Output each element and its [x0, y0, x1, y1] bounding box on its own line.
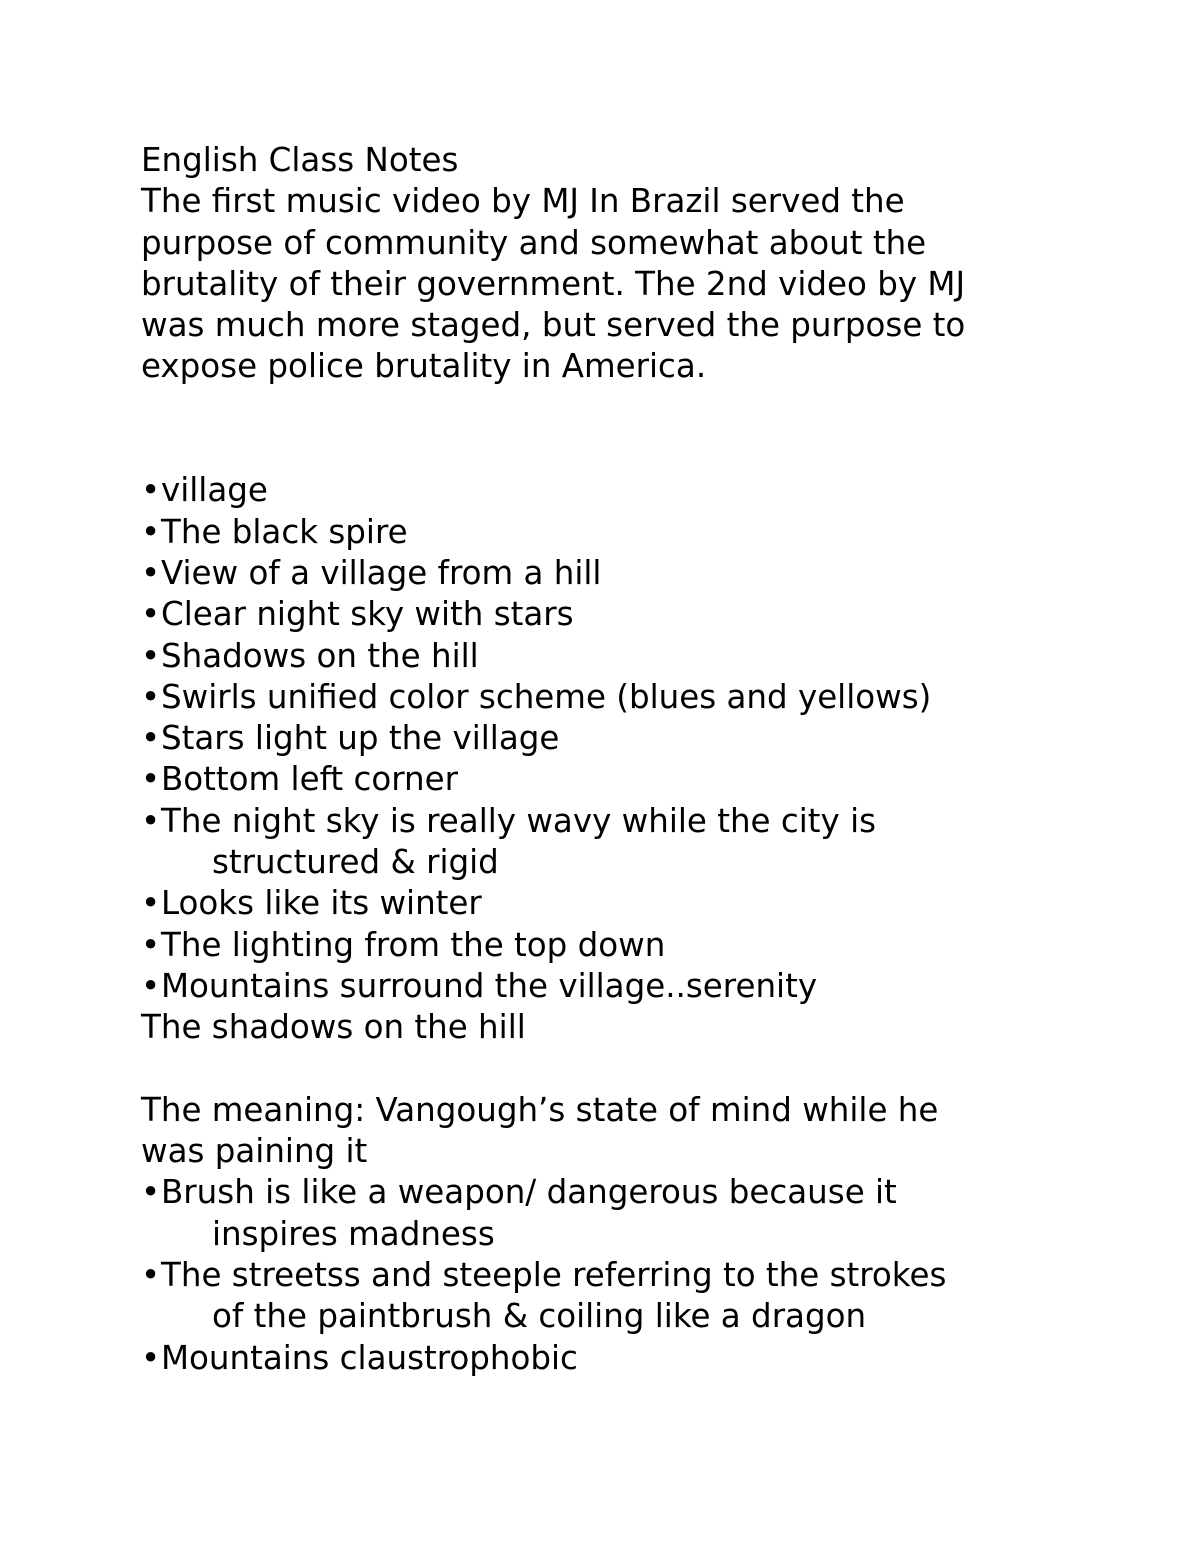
list-item: • Stars light up the village: [141, 718, 1081, 759]
intro-line: brutality of their government. The 2nd video by MJ: [141, 264, 966, 303]
list-item: • The streetss and steeple referring to the strokes: [141, 1255, 1081, 1296]
meaning-line: The meaning: Vangough’s state of mind while he: [141, 1090, 939, 1129]
list-item: • The black spire: [141, 512, 1081, 553]
list-item: • Mountains surround the village..serenity: [141, 966, 1081, 1007]
list-item: • Looks like its winter: [141, 883, 1081, 924]
document-page: [141, 140, 1081, 1379]
meaning-paragraph: [141, 1090, 1081, 1173]
list-item: • The night sky is really wavy while the city is: [141, 801, 1081, 842]
list-item-continuation: structured & rigid: [212, 843, 499, 882]
shadows-line: The shadows on the hill: [141, 1008, 526, 1047]
intro-line: purpose of community and somewhat about the: [141, 223, 927, 262]
intro-paragraph: [141, 181, 1081, 387]
meaning-line: was paining it: [141, 1132, 368, 1171]
intro-line: The first music video by MJ In Brazil served the: [141, 182, 905, 221]
intro-line: was much more staged, but served the purpose to: [141, 306, 966, 345]
list-item: • Clear night sky with stars: [141, 594, 1081, 635]
list-item: • village: [141, 470, 1081, 511]
observations-list: [141, 470, 1081, 1007]
list-item: • Swirls unified color scheme (blues and yellows): [141, 677, 1081, 718]
meaning-list: [141, 1172, 1081, 1378]
list-item: • The lighting from the top down: [141, 925, 1081, 966]
list-item: • Bottom left corner: [141, 759, 1081, 800]
spacer: [141, 429, 1081, 470]
list-item: • Shadows on the hill: [141, 636, 1081, 677]
spacer: [141, 1049, 1081, 1090]
list-item: • Brush is like a weapon/ dangerous because it: [141, 1172, 1081, 1213]
list-item: • View of a village from a hill: [141, 553, 1081, 594]
list-item-continuation: of the paintbrush & coiling like a dragon: [212, 1297, 867, 1336]
intro-line: expose police brutality in America.: [141, 347, 707, 386]
list-item: • Mountains claustrophobic: [141, 1338, 1081, 1379]
list-item-continuation: inspires madness: [212, 1214, 495, 1253]
document-title: English Class Notes: [141, 141, 459, 179]
spacer: [141, 388, 1081, 429]
